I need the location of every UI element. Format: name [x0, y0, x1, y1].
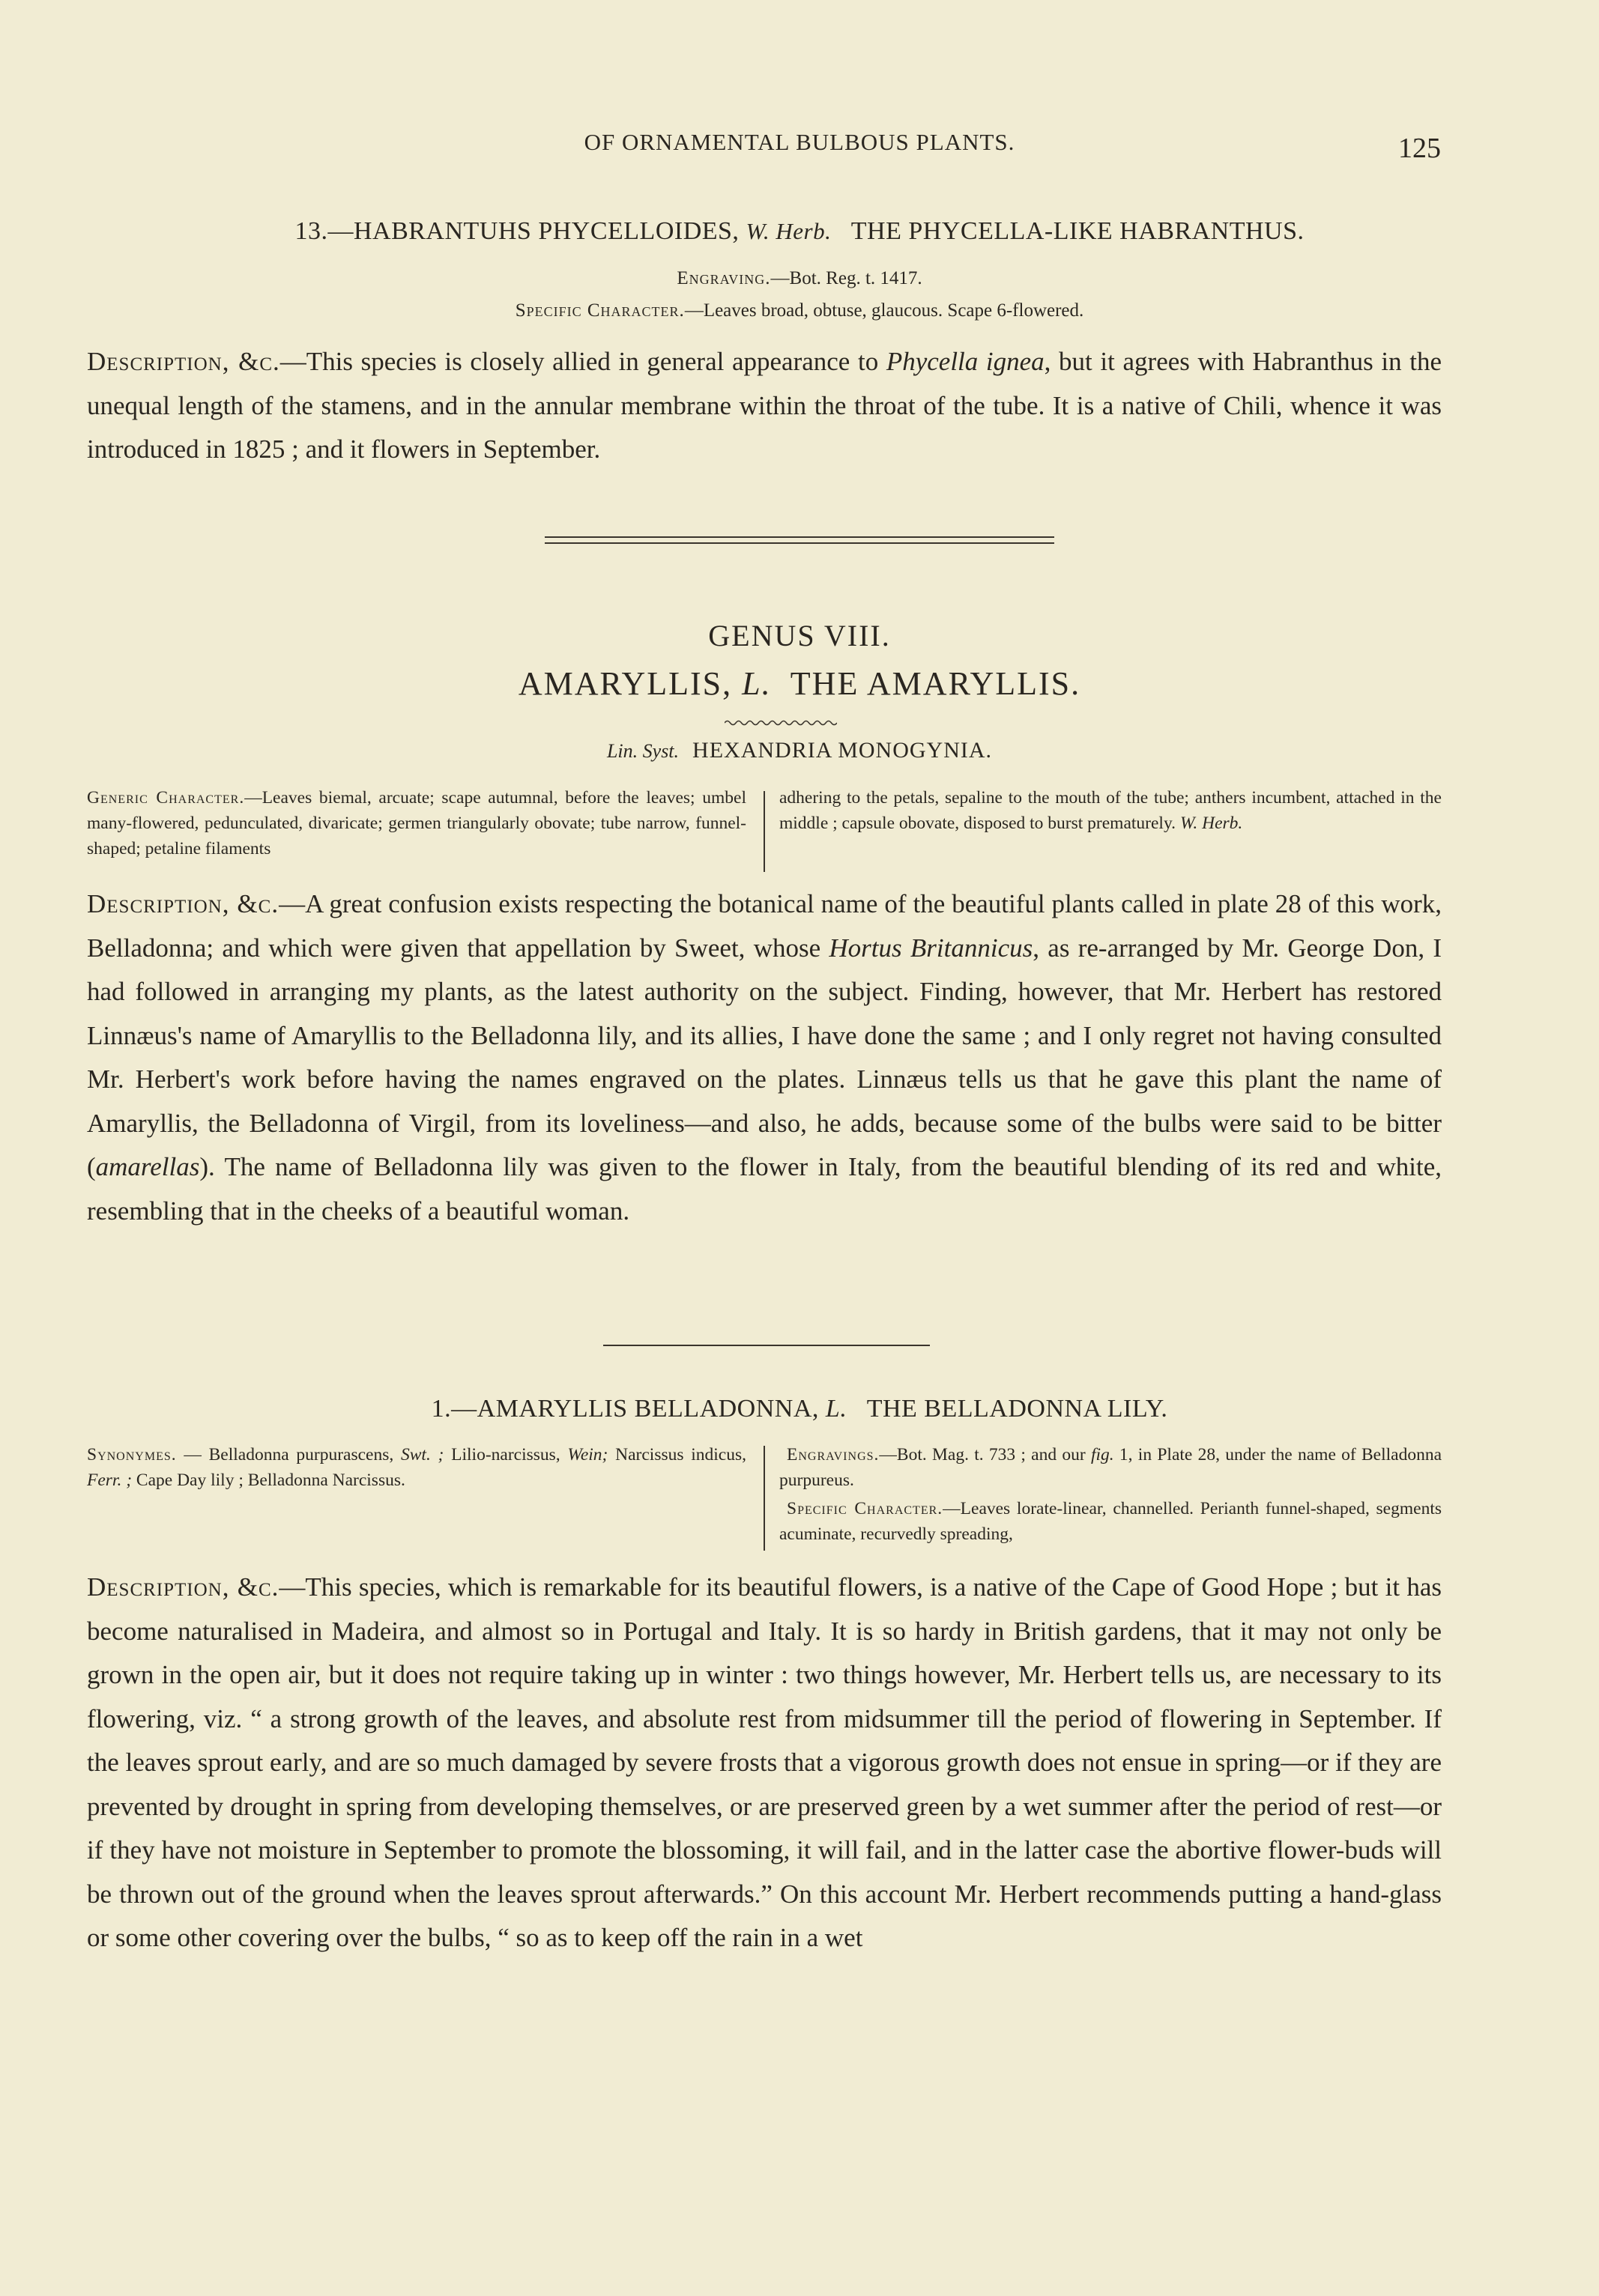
engraving-label: Engraving. — [677, 268, 771, 288]
species-13-title — [0, 217, 1599, 246]
page-number: 125 — [1398, 133, 1441, 164]
species-13-engraving — [0, 268, 1599, 289]
description-text: —A great confusion exists respecting the botanical name of the beautiful plants called in plate 28 of this work, Belladonna; and which were given that appellation by Sweet, whose — [87, 889, 1442, 963]
description-text: —This species is closely allied in general appearance to — [279, 347, 886, 376]
specific-text: —Leaves lorate-linear, channelled. Perianth funnel-shaped, segments acuminate, recurvedly spreading, — [779, 1499, 1442, 1544]
genus-name-part2: THE AMARYLLIS. — [790, 665, 1081, 702]
genus-name — [0, 664, 1599, 703]
generic-right-text: adhering to the petals, sepaline to the mouth of the tube; anthers incumbent, attached in the middle ; capsule obovate, disposed to burst prematurely. — [779, 788, 1442, 833]
section-divider-rule — [603, 1345, 930, 1346]
species-13-description — [87, 340, 1442, 472]
synonymes-text: Lilio-narcissus, — [444, 1445, 568, 1464]
specific-label: Specific Character. — [515, 300, 685, 321]
species-13-specific-character — [0, 300, 1599, 321]
genus-heading: GENUS VIII. — [708, 619, 891, 652]
section-divider-rule-top — [545, 536, 1054, 538]
description-lead: Description, &c. — [87, 347, 280, 376]
column-divider — [764, 791, 765, 872]
synonymes-text: Narcissus indicus, — [608, 1445, 747, 1464]
description-text: , but it agrees with Habranthus in the unequal length of the stamens, and in the annular membrane within the throat of the tube. It is a native of Chili, whence it was introduced in 1825 ; and it flowers in September. — [87, 347, 1442, 464]
description-text: , as re-arranged by Mr. George Don, I had followed in arranging my plants, as the latest authority on the subject. Finding, however, that Mr. Herbert has restored Linnæus's name of Amaryllis to the Belladonna lily, and its allies, I have done the same ; and I only regret not having consulted Mr. Herbert's work before having the names engraved on the plates. Linnæus tells us that he gave this plant the name of Amaryllis, the Belladonna of Virgil, from its loveliness—and also, he adds, because some of the bulbs were said to be bitter ( — [87, 933, 1442, 1181]
engraving-text: —Bot. Reg. t. 1417. — [770, 268, 922, 288]
species-1-authority: L. — [825, 1395, 847, 1423]
description-lead: Description, &c. — [87, 1572, 279, 1602]
generic-left-text: —Leaves biemal, arcuate; scape autumnal, before the leaves; umbel many-flowered, pedunculated, divaricate; germen triangularly obovate; tube narrow, funnel-shaped; petaline filaments — [87, 788, 746, 858]
section-divider-rule-bottom — [545, 542, 1054, 544]
generic-character-right — [779, 785, 1442, 836]
genus-authority: L. — [742, 665, 772, 702]
generic-character-left — [87, 785, 746, 861]
synonymes-authority: Wein; — [567, 1445, 608, 1464]
synonymes-authority: Ferr. ; — [87, 1470, 133, 1490]
synonymes-column — [87, 1442, 746, 1493]
genus-name-part1: AMARYLLIS, — [518, 665, 733, 702]
species-1-title-part1: 1.—AMARYLLIS BELLADONNA, — [431, 1395, 819, 1423]
engravings-column — [779, 1442, 1442, 1547]
description-text: ). The name of Belladonna lily was given to the flower in Italy, from the beautiful blending of its red and white, resembling that in the cheeks of a beautiful woman. — [87, 1152, 1442, 1226]
species-13-authority: W. Herb. — [746, 218, 832, 244]
description-text: —This species, which is remarkable for its beautiful flowers, is a native of the Cape of Good Hope ; but it has become naturalised in Madeira, and almost so in Portugal and Italy. It is so hardy in British gardens, that it may not only be grown in the open air, but it does not require taking up in winter : two things however, Mr. Herbert tells us, are necessary to its flowering, viz. “ a strong growth of the leaves, and absolute rest from midsummer till the period of flowering in September. If the leaves sprout early, and are so much damaged by severe frosts that a vigorous growth does not ensue in spring—or if they are prevented by drought in spring from developing themselves, or are preserved green by a wet summer after the period of rest—or if they have not moisture in September to promote the blossoming, it will fail, and in the latter case the abortive flower-buds will be thrown out of the ground when the leaves sprout afterwards.” On this account Mr. Herbert recommends putting a hand-glass or some other covering over the bulbs, “ so as to keep off the rain in a wet — [87, 1572, 1442, 1952]
synonymes-authority: Swt. ; — [400, 1445, 444, 1464]
species-1-description — [87, 1566, 1442, 1960]
engravings-fig: fig. — [1090, 1445, 1114, 1464]
species-1-title-part2: THE BELLADONNA LILY. — [866, 1395, 1168, 1423]
engravings-label: Engravings. — [787, 1445, 880, 1464]
description-italic: amarellas — [95, 1152, 200, 1181]
running-head: OF ORNAMENTAL BULBOUS PLANTS. — [584, 129, 1015, 155]
column-divider — [764, 1446, 765, 1551]
lin-syst-value: HEXANDRIA MONOGYNIA. — [692, 738, 993, 763]
engravings-text: 1, in Plate 28, under the name of Belladonna purpureus. — [779, 1445, 1442, 1490]
description-italic: Phycella ignea — [886, 347, 1045, 376]
linnaean-system — [0, 738, 1599, 763]
species-13-title-part1: 13.—HABRANTUHS PHYCELLOIDES, — [294, 217, 740, 245]
synonymes-label: Synonymes. — [87, 1445, 177, 1464]
description-italic: Hortus Britannicus — [829, 933, 1033, 963]
lin-syst-label: Lin. Syst. — [606, 740, 680, 762]
species-1-title — [0, 1395, 1599, 1423]
genus-description — [87, 882, 1442, 1233]
specific-character-paragraph — [779, 1496, 1442, 1547]
generic-right-authority: W. Herb. — [1179, 814, 1243, 833]
engravings-paragraph — [779, 1442, 1442, 1493]
synonymes-text: Cape Day lily ; Belladonna Narcissus. — [132, 1470, 405, 1490]
species-13-title-part2: THE PHYCELLA-LIKE HABRANTHUS. — [850, 217, 1305, 245]
specific-label: Specific Character. — [787, 1499, 943, 1518]
wavy-ornament — [725, 719, 837, 727]
generic-label: Generic Character. — [87, 788, 245, 808]
specific-text: —Leaves broad, obtuse, glaucous. Scape 6-flowered. — [684, 300, 1084, 321]
description-lead: Description, &c. — [87, 889, 279, 918]
synonymes-text: — Belladonna purpurascens, — [176, 1445, 401, 1464]
engravings-text: —Bot. Mag. t. 733 ; and our — [879, 1445, 1091, 1464]
